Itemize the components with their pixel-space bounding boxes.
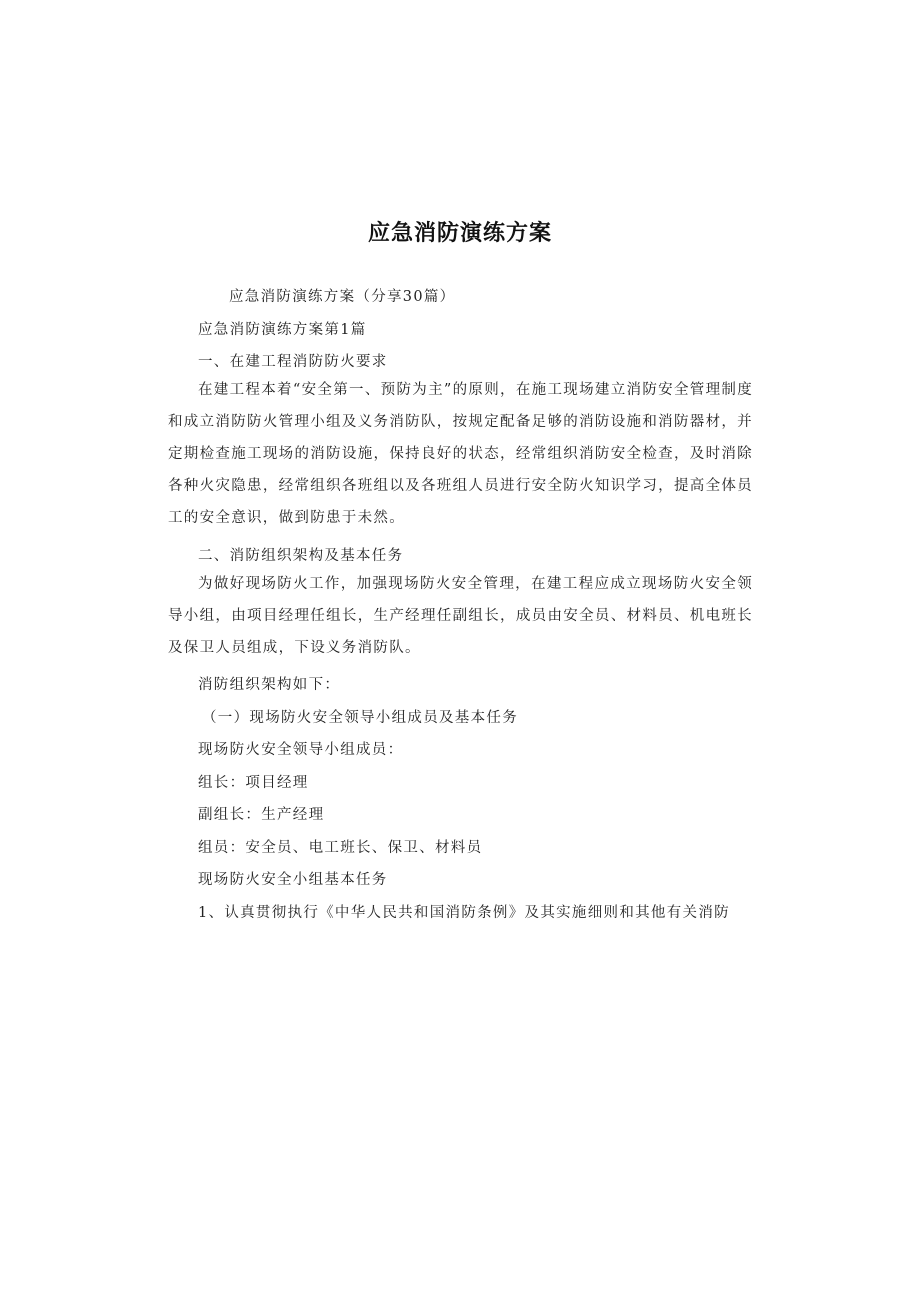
deputy-leader-line: 副组长：生产经理 (198, 807, 325, 823)
section2-heading: 二、消防组织架构及基本任务 (198, 548, 404, 564)
document-title: 应急消防演练方案 (367, 221, 552, 246)
section1-body: 在建工程本着“安全第一、预防为主”的原则，在施工现场建立消防安全管理制度和成立消防防火管理小组及义务消防队，按规定配备足够的消防设施和消防器材，并定期检查施工现场的消防设施，保持良好的状态，经常组织消防安全检查，及时消除各种火灾隐患，经常组织各班组以及各班组人员进行安全防火知识学习，提高全体员工的安全意识，做到防患于未然。 (168, 382, 753, 526)
section1-heading: 一、在建工程消防防火要求 (198, 354, 388, 370)
subsection1-heading: （一）现场防火安全领导小组成员及基本任务 (202, 710, 518, 726)
members-label: 现场防火安全领导小组成员： (198, 742, 404, 758)
part-heading: 应急消防演练方案第1篇 (198, 322, 367, 338)
task-1: 1、认真贯彻执行《中华人民共和国消防条例》及其实施细则和其他有关消防 (198, 905, 730, 921)
leader-line: 组长：项目经理 (198, 775, 309, 791)
document-subtitle: 应急消防演练方案（分享30篇） (229, 289, 456, 305)
section2-body: 为做好现场防火工作，加强现场防火安全管理，在建工程应成立现场防火安全领导小组，由项目经理任组长，生产经理任副组长，成员由安全员、材料员、机电班长及保卫人员组成，下设义务消防队。 (168, 576, 753, 656)
org-intro: 消防组织架构如下： (198, 677, 341, 693)
members-line: 组员：安全员、电工班长、保卫、材料员 (198, 840, 483, 856)
tasks-label: 现场防火安全小组基本任务 (198, 872, 388, 888)
